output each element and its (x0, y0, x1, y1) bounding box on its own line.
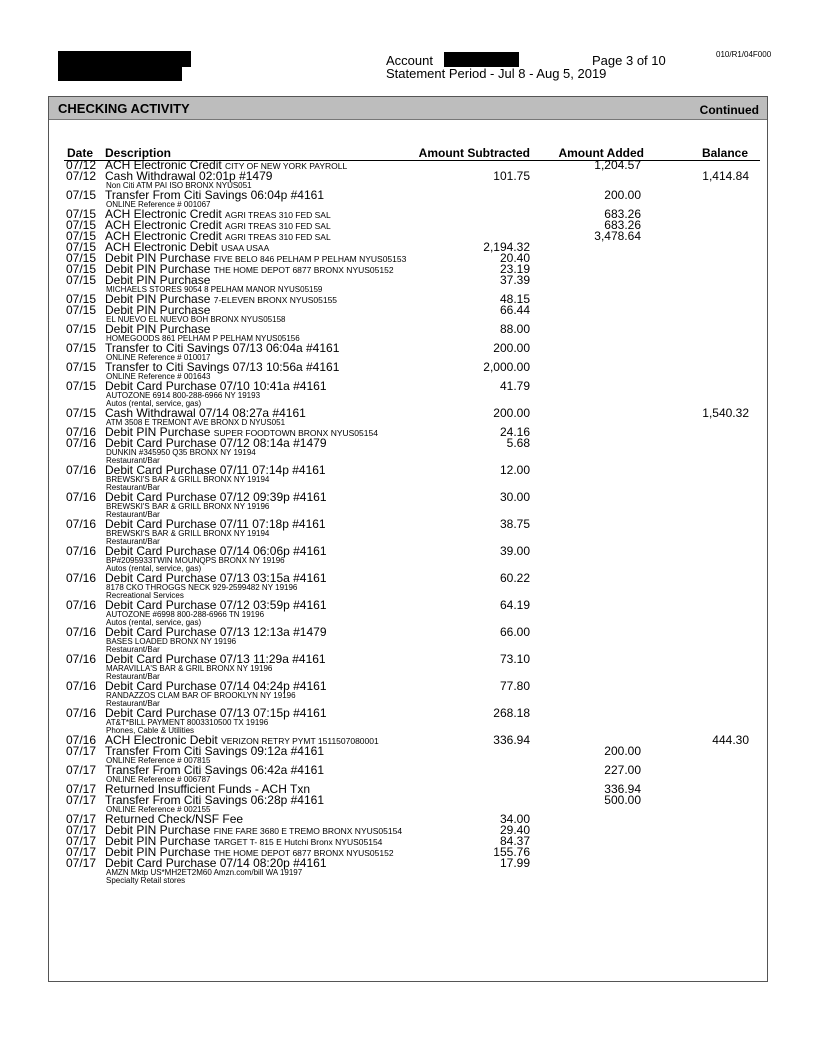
row-amount-subtracted: 23.19 (499, 262, 530, 276)
account-label: Account (386, 53, 433, 68)
table-row (0, 381, 816, 408)
row-detail-line: BREWSKI'S BAR & GRILL BRONX NY 19194 (106, 529, 270, 538)
row-date: 07/16 (66, 425, 97, 439)
row-description: Debit Card Purchase 07/12 08:14a #1479 (105, 436, 327, 450)
row-date: 07/16 (66, 679, 97, 693)
row-detail-line: Restaurant/Bar (106, 672, 160, 681)
row-date: 07/15 (66, 406, 97, 420)
row-main-line (0, 600, 816, 611)
row-amount-subtracted: 34.00 (499, 812, 530, 826)
redacted-address-block (58, 67, 182, 81)
row-amount-subtracted: 29.40 (499, 823, 530, 837)
row-date: 07/16 (66, 625, 97, 639)
row-detail-line: ONLINE Reference # 002155 (106, 805, 211, 814)
row-description: Returned Check/NSF Fee (105, 812, 244, 826)
row-main-line (0, 343, 816, 354)
table-row (0, 465, 816, 492)
table-row (0, 492, 816, 519)
row-date: 07/15 (66, 207, 97, 221)
row-description: Debit Card Purchase 07/11 07:14p #4161 (105, 463, 326, 477)
row-merchant: 7-ELEVEN BRONX NYUS05155 (213, 295, 338, 305)
row-description: ACH Electronic Debit VERIZON RETRY PYMT 1511507080001 (105, 733, 379, 747)
row-date: 07/15 (66, 273, 97, 287)
table-row (0, 654, 816, 681)
row-detail-line: DUNKIN #345950 Q35 BRONX NY 19194 (106, 448, 256, 457)
row-detail-line: Autos (rental, service, gas) (106, 618, 202, 627)
row-main-line (0, 546, 816, 557)
row-description: Debit Card Purchase 07/10 10:41a #4161 (105, 379, 327, 393)
row-description: ACH Electronic Credit AGRI TREAS 310 FED SAL (105, 218, 331, 232)
row-date: 07/17 (66, 845, 97, 859)
row-date: 07/16 (66, 517, 97, 531)
row-amount-subtracted: 38.75 (499, 517, 530, 531)
row-amount-subtracted: 37.39 (499, 273, 530, 287)
row-amount-added: 1,204.57 (594, 158, 641, 172)
row-detail-line: BASES LOADED BRONX NY 19196 (106, 637, 237, 646)
row-description: Transfer From Citi Savings 06:28p #4161 (105, 793, 324, 807)
row-description: Debit PIN Purchase FIVE BELO 846 PELHAM P PELHAM NYUS05153 (105, 251, 407, 265)
row-amount-subtracted: 41.79 (499, 379, 530, 393)
row-description: Debit Card Purchase 07/13 03:15a #4161 (105, 571, 327, 585)
row-amount-subtracted: 64.19 (499, 598, 530, 612)
row-main-line (0, 654, 816, 665)
row-detail-line: ONLINE Reference # 010017 (106, 353, 211, 362)
table-row (0, 600, 816, 627)
row-description: Cash Withdrawal 07/14 08:27a #4161 (105, 406, 306, 420)
row-date: 07/16 (66, 436, 97, 450)
row-date: 07/15 (66, 188, 97, 202)
row-date: 07/16 (66, 733, 97, 747)
row-date: 07/17 (66, 834, 97, 848)
row-amount-subtracted: 12.00 (499, 463, 530, 477)
row-description: Debit PIN Purchase (105, 273, 211, 287)
row-detail-line: 8178 CKO THROGGS NECK 929-2599482 NY 19196 (106, 583, 298, 592)
page-indicator: Page 3 of 10 (592, 53, 666, 68)
row-balance: 1,540.32 (702, 406, 749, 420)
row-main-line (0, 746, 816, 757)
row-amount-subtracted: 155.76 (493, 845, 530, 859)
row-amount-added: 683.26 (604, 207, 641, 221)
row-amount-added: 227.00 (604, 763, 641, 777)
row-date: 07/16 (66, 598, 97, 612)
table-row (0, 681, 816, 708)
row-detail-line: MICHAELS STORES 9054 8 PELHAM MANOR NYUS05159 (106, 285, 323, 294)
row-amount-subtracted: 24.16 (499, 425, 530, 439)
row-main-line (0, 492, 816, 503)
row-main-line (0, 858, 816, 869)
row-detail-line: Specialty Retail stores (106, 876, 186, 885)
row-date: 07/15 (66, 262, 97, 276)
row-merchant: USAA USAA (221, 243, 270, 253)
row-detail-line: ONLINE Reference # 007815 (106, 756, 211, 765)
row-description: Debit PIN Purchase SUPER FOODTOWN BRONX NYUS05154 (105, 425, 378, 439)
row-description: ACH Electronic Credit CITY OF NEW YORK PAYROLL (105, 158, 348, 172)
statement-period: Statement Period - Jul 8 - Aug 5, 2019 (386, 66, 607, 81)
row-description: Transfer From Citi Savings 06:04p #4161 (105, 188, 324, 202)
row-detail-line: BREWSKI'S BAR & GRILL BRONX NY 19194 (106, 475, 270, 484)
row-merchant: FIVE BELO 846 PELHAM P PELHAM NYUS05153 (213, 254, 407, 264)
row-description: Debit Card Purchase 07/13 07:15p #4161 (105, 706, 327, 720)
row-description: ACH Electronic Debit USAA USAA (105, 240, 270, 254)
row-date: 07/15 (66, 322, 97, 336)
row-detail-line: ATM 3508 E TREMONT AVE BRONX D NYUS051 (106, 418, 286, 427)
row-description: Transfer From Citi Savings 09:12a #4161 (105, 744, 324, 758)
section-title: CHECKING ACTIVITY (58, 101, 190, 116)
row-amount-subtracted: 60.22 (499, 571, 530, 585)
row-main-line (0, 627, 816, 638)
row-detail-line: BREWSKI'S BAR & GRILL BRONX NY 19196 (106, 502, 270, 511)
row-detail-line: Restaurant/Bar (106, 537, 160, 546)
row-merchant: CITY OF NEW YORK PAYROLL (225, 161, 348, 171)
row-date: 07/16 (66, 706, 97, 720)
row-date: 07/16 (66, 490, 97, 504)
row-amount-added: 3,478.64 (594, 229, 641, 243)
row-amount-subtracted: 17.99 (499, 856, 530, 870)
row-detail-line: ONLINE Reference # 001067 (106, 200, 211, 209)
row-date: 07/12 (66, 158, 97, 172)
row-main-line (0, 708, 816, 719)
row-detail-line: Restaurant/Bar (106, 483, 160, 492)
row-main-line (0, 381, 816, 392)
table-row (0, 519, 816, 546)
row-amount-subtracted: 2,000.00 (483, 360, 530, 374)
row-detail-line: AUTOZONE #6998 800-288-6966 TN 19196 (106, 610, 265, 619)
row-main-line (0, 324, 816, 335)
row-description: Debit Card Purchase 07/12 09:39p #4161 (105, 490, 327, 504)
row-date: 07/15 (66, 229, 97, 243)
row-amount-subtracted: 88.00 (499, 322, 530, 336)
row-description: Transfer From Citi Savings 06:42a #4161 (105, 763, 324, 777)
row-description: ACH Electronic Credit AGRI TREAS 310 FED SAL (105, 207, 331, 221)
row-amount-subtracted: 2,194.32 (483, 240, 530, 254)
row-description: Debit Card Purchase 07/13 11:29a #4161 (105, 652, 326, 666)
row-amount-subtracted: 200.00 (493, 406, 530, 420)
row-details (0, 869, 816, 885)
row-description: Debit Card Purchase 07/14 08:20p #4161 (105, 856, 327, 870)
row-main-line (0, 519, 816, 530)
col-date: Date (67, 146, 94, 160)
row-date: 07/16 (66, 544, 97, 558)
row-amount-subtracted: 101.75 (493, 169, 530, 183)
row-main-line (0, 573, 816, 584)
row-detail-line: RANDAZZOS CLAM BAR OF BROOKLYN NY 19196 (106, 691, 296, 700)
row-description: Returned Insufficient Funds - ACH Txn (105, 782, 310, 796)
row-description: Debit Card Purchase 07/12 03:59p #4161 (105, 598, 327, 612)
col-description: Description (105, 146, 172, 160)
row-detail-line: AT&T*BILL PAYMENT 8003310500 TX 19196 (106, 718, 269, 727)
row-description: Debit PIN Purchase THE HOME DEPOT 6877 BRONX NYUS05152 (105, 845, 394, 859)
row-merchant: SUPER FOODTOWN BRONX NYUS05154 (213, 428, 378, 438)
row-description: Debit PIN Purchase FINE FARE 3680 E TREMO BRONX NYUS05154 (105, 823, 403, 837)
row-amount-added: 200.00 (604, 188, 641, 202)
row-main-line (0, 438, 816, 449)
row-date: 07/17 (66, 744, 97, 758)
row-date: 07/17 (66, 812, 97, 826)
row-description: Transfer to Citi Savings 07/13 10:56a #4161 (105, 360, 340, 374)
row-merchant: VERIZON RETRY PYMT 1511507080001 (221, 736, 379, 746)
row-description: ACH Electronic Credit AGRI TREAS 310 FED SAL (105, 229, 331, 243)
row-amount-subtracted: 39.00 (499, 544, 530, 558)
row-main-line (0, 465, 816, 476)
row-detail-line: Phones, Cable & Utilities (106, 726, 195, 735)
transaction-list (0, 160, 816, 885)
table-row (0, 573, 816, 600)
row-detail-line: Restaurant/Bar (106, 456, 160, 465)
row-detail-line: Recreational Services (106, 591, 184, 600)
row-amount-subtracted: 200.00 (493, 341, 530, 355)
row-detail-line: HOMEGOODS 861 PELHAM P PELHAM NYUS05156 (106, 334, 300, 343)
row-detail-line: Restaurant/Bar (106, 645, 160, 654)
row-balance: 1,414.84 (702, 169, 749, 183)
row-main-line (0, 275, 816, 286)
row-detail-line: ONLINE Reference # 001643 (106, 372, 211, 381)
row-detail-line: EL NUEVO EL NUEVO BOH BRONX NYUS05158 (106, 315, 286, 324)
row-main-line (0, 305, 816, 316)
row-detail-line: Restaurant/Bar (106, 510, 160, 519)
row-description: Debit PIN Purchase 7-ELEVEN BRONX NYUS05155 (105, 292, 338, 306)
row-amount-subtracted: 268.18 (493, 706, 530, 720)
row-amount-subtracted: 30.00 (499, 490, 530, 504)
row-date: 07/17 (66, 763, 97, 777)
row-date: 07/15 (66, 341, 97, 355)
row-detail-line: AUTOZONE 6914 800-288-6966 NY 19193 (106, 391, 261, 400)
row-date: 07/15 (66, 251, 97, 265)
row-description: Debit PIN Purchase (105, 303, 211, 317)
col-amount-added: Amount Added (558, 146, 644, 160)
row-amount-subtracted: 66.44 (499, 303, 530, 317)
row-date: 07/17 (66, 823, 97, 837)
row-date: 07/15 (66, 218, 97, 232)
row-date: 07/17 (66, 856, 97, 870)
col-amount-subtracted: Amount Subtracted (418, 146, 530, 160)
table-row (0, 546, 816, 573)
row-amount-subtracted: 77.80 (499, 679, 530, 693)
row-amount-subtracted: 66.00 (499, 625, 530, 639)
row-detail-line: AMZN Mktp US*MH2ET2M60 Amzn.com/bill WA 19197 (106, 868, 303, 877)
row-main-line (0, 795, 816, 806)
row-date: 07/16 (66, 571, 97, 585)
row-detail-line: Autos (rental, service, gas) (106, 564, 202, 573)
col-balance: Balance (701, 146, 748, 160)
row-date: 07/16 (66, 652, 97, 666)
row-date: 07/15 (66, 292, 97, 306)
table-row (0, 858, 816, 885)
row-description: Debit PIN Purchase THE HOME DEPOT 6877 BRONX NYUS05152 (105, 262, 394, 276)
row-merchant: AGRI TREAS 310 FED SAL (225, 210, 331, 220)
row-balance: 444.30 (712, 733, 749, 747)
redacted-account-number (444, 52, 519, 67)
row-amount-subtracted: 5.68 (506, 436, 530, 450)
row-amount-subtracted: 48.15 (499, 292, 530, 306)
row-description: Debit Card Purchase 07/13 12:13a #1479 (105, 625, 327, 639)
row-merchant: TARGET T- 815 E Hutchi Bronx NYUS05154 (213, 837, 383, 847)
table-row (0, 438, 816, 465)
row-date: 07/17 (66, 793, 97, 807)
row-merchant: AGRI TREAS 310 FED SAL (225, 232, 331, 242)
table-row (0, 627, 816, 654)
row-date: 07/15 (66, 379, 97, 393)
document-code: 010/R1/04F000 (716, 50, 772, 59)
row-date: 07/16 (66, 463, 97, 477)
continued-label: Continued (699, 103, 759, 117)
row-amount-added: 200.00 (604, 744, 641, 758)
row-detail-line: Autos (rental, service, gas) (106, 399, 202, 408)
row-amount-subtracted: 20.40 (499, 251, 530, 265)
row-date: 07/17 (66, 782, 97, 796)
row-description: Debit Card Purchase 07/14 06:06p #4161 (105, 544, 327, 558)
table-row (0, 708, 816, 735)
row-merchant: FINE FARE 3680 E TREMO BRONX NYUS05154 (213, 826, 403, 836)
row-date: 07/15 (66, 240, 97, 254)
section-header-bar (49, 97, 767, 120)
row-description: Debit Card Purchase 07/11 07:18p #4161 (105, 517, 326, 531)
row-amount-added: 500.00 (604, 793, 641, 807)
row-description: Cash Withdrawal 02:01p #1479 (105, 169, 273, 183)
row-main-line (0, 681, 816, 692)
row-amount-subtracted: 336.94 (493, 733, 530, 747)
row-date: 07/15 (66, 303, 97, 317)
row-merchant: AGRI TREAS 310 FED SAL (225, 221, 331, 231)
row-merchant: THE HOME DEPOT 6877 BRONX NYUS05152 (213, 265, 394, 275)
redacted-name-block (58, 51, 191, 67)
row-description: Debit PIN Purchase (105, 322, 211, 336)
row-merchant: THE HOME DEPOT 6877 BRONX NYUS05152 (213, 848, 394, 858)
row-date: 07/12 (66, 169, 97, 183)
row-detail-line: BP#2095933TWIN MOUNQPS BRONX NY 19196 (106, 556, 285, 565)
row-main-line (0, 171, 816, 182)
row-description: Debit Card Purchase 07/14 04:24p #4161 (105, 679, 327, 693)
row-amount-added: 336.94 (604, 782, 641, 796)
row-description: Transfer to Citi Savings 07/13 06:04a #4161 (105, 341, 340, 355)
row-detail-line: MARAVILLA'S BAR & GRIL BRONX NY 19196 (106, 664, 273, 673)
row-description: Debit PIN Purchase TARGET T- 815 E Hutchi Bronx NYUS05154 (105, 834, 383, 848)
row-main-line (0, 408, 816, 419)
row-detail-line: Non Citi ATM PAI ISO BRONX NYUS051 (106, 181, 252, 190)
row-amount-subtracted: 73.10 (499, 652, 530, 666)
row-detail-line: Restaurant/Bar (106, 699, 160, 708)
row-amount-subtracted: 84.37 (499, 834, 530, 848)
row-amount-added: 683.26 (604, 218, 641, 232)
row-main-line (0, 362, 816, 373)
row-main-line (0, 765, 816, 776)
row-main-line (0, 190, 816, 201)
row-date: 07/15 (66, 360, 97, 374)
row-detail-line: ONLINE Reference # 006787 (106, 775, 211, 784)
